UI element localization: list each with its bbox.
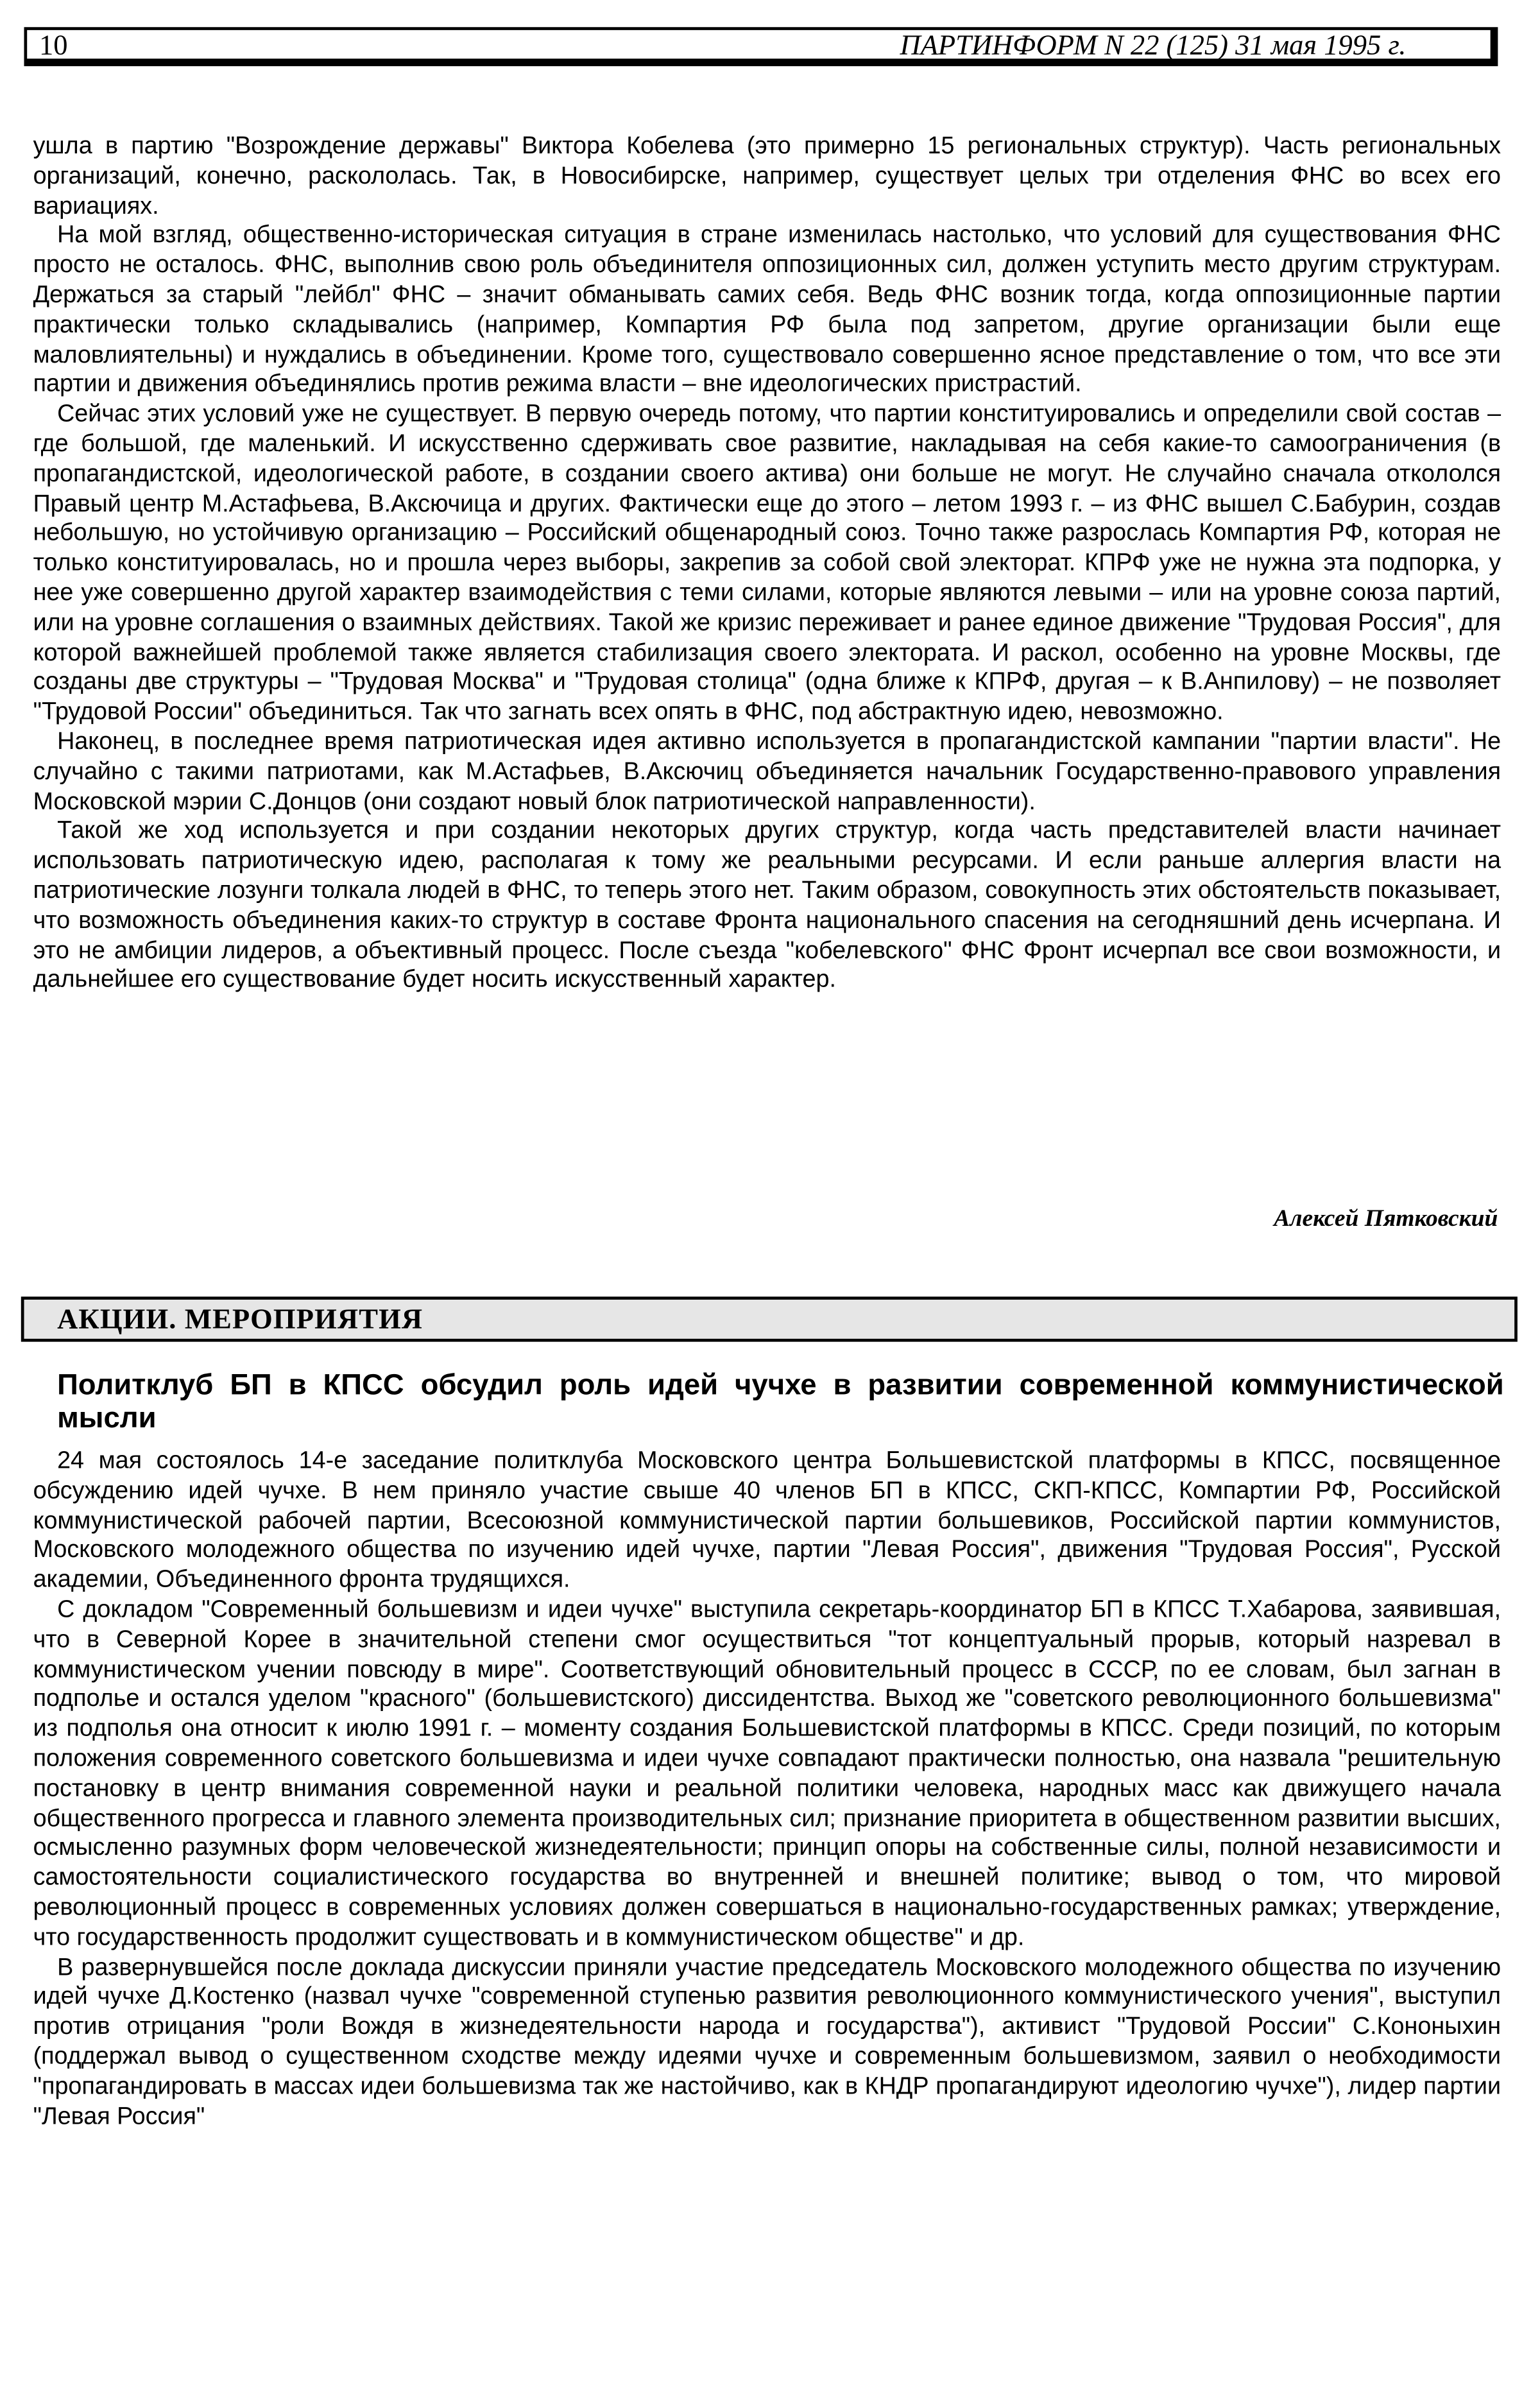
page-number: 10: [38, 30, 68, 62]
author-signature: Алексей Пятковский: [1274, 1206, 1498, 1232]
page-header: [24, 27, 1498, 66]
paragraph: В развернувшейся после доклада дискуссии приняли участие председатель Московского молодежного общества по изучению идей чучхе Д.Костенко (назвал чучхе "современной ступенью развития революционного коммунистического учения", выступил против отрицания "роли Вождя в жизнедеятельности народа и государства"), активист "Трудовой России" С.Кононыхин (поддержал вывод о существенном сходстве между идеями чучхе и современным большевизмом, заявил о необходимости "пропагандировать в массах идеи большевизма так же настойчиво, как в КНДР пропагандируют идеологию чучхе"), лидер партии "Левая Россия": [33, 1953, 1502, 2129]
article-title: Политклуб БП в КПСС обсудил роль идей чучхе в развитии современной коммунистической мысли: [57, 1368, 1504, 1435]
paragraph: 24 мая состоялось 14-е заседание политклуба Московского центра Большевистской платформы в КПСС, посвященное обсуждению идей чучхе. В нем приняло участие свыше 40 членов БП в КПСС, СКП-КПСС, Компартии РФ, Российской коммунистической рабочей партии, Всесоюзной коммунистической партии большевиков, Российской партии коммунистов, Московского молодежного общества по изучению идей чучхе, партии "Левая Россия", движения "Трудовая Россия", Русской академии, Объединенного фронта трудящихся.: [33, 1447, 1502, 1594]
paragraph: Такой же ход используется и при создании некоторых других структур, когда часть представителей власти начинает использовать патриотическую идею, располагая к тому же реальными ресурсами. И если раньше аллергия власти на патриотические лозунги толкала людей в ФНС, то теперь этого нет. Таким образом, совокупность этих обстоятельств показывает, что возможность объединения каких-то структур в составе Фронта национального спасения на сегодняшний день исчерпана. И это не амбиции лидеров, а объективный процесс. После съезда "кобелевского" ФНС Фронт исчерпал все свои возможности, и дальнейшее его существование будет носить искусственный характер.: [33, 817, 1502, 994]
paragraph: Сейчас этих условий уже не существует. В первую очередь потому, что партии конституировались и определили свой состав – где большой, где маленький. И искусственно сдерживать свое развитие, накладывая на себя какие-то самоограничения (в пропагандистской, идеологической работе, в создании своего актива) они больше не могут. Не случайно сначала откололся Правый центр М.Астафьева, В.Аксючица и других. Фактически еще до этого – летом 1993 г. – из ФНС вышел С.Бабурин, создав небольшую, но устойчивую организацию – Российский общенародный союз. Точно также разрослась Компартия РФ, которая не только конституировалась, но и прошла через выборы, закрепив за собой свой электорат. КПРФ уже не нужна эта подпорка, у нее уже совершенно другой характер взаимодействия с теми силами, которые являются левыми – или на уровне союза партий, или на уровне соглашения о взаимных действиях. Такой же кризис переживает и ранее единое движение "Трудовая Россия", для которой важнейшей проблемой также является стабилизация своего электората. И раскол, особенно на уровне Москвы, где созданы две структуры – "Трудовая Москва" и "Трудовая столица" (одна ближе к КПРФ, другая – к В.Анпилову) – не позволяет "Трудовой России" объединиться. Так что загнать всех опять в ФНС, под абстрактную идею, невозможно.: [33, 400, 1502, 726]
paragraph: На мой взгляд, общественно-историческая ситуация в стране изменилась настолько, что условий для существования ФНС просто не осталось. ФНС, выполнив свою роль объединителя оппозиционных сил, должен уступить место другим структурам. Держаться за старый "лейбл" ФНС – значит обманывать самих себя. Ведь ФНС возник тогда, когда оппозиционные партии практически только складывались (например, Компартия РФ была под запретом, другие организации были еще маловлиятельны) и нуждались в объединении. Кроме того, существовало совершенно ясное представление о том, что все эти партии и движения объединялись против режима власти – вне идеологических пристрастий.: [33, 221, 1502, 398]
paragraph: Наконец, в последнее время патриотическая идея активно используется в пропагандистской кампании "партии власти". Не случайно с такими патриотами, как М.Астафьев, В.Аксючиц объединяется начальник Государственно-правового управления Московской мэрии С.Донцов (они создают новый блок патриотической направленности).: [33, 728, 1502, 815]
paragraph: ушла в партию "Возрождение державы" Виктора Кобелева (это примерно 15 региональных структур). Часть региональных организаций, конечно, раскололась. Так, в Новосибирске, например, существует целых три отделения ФНС во всех его вариациях.: [33, 132, 1502, 219]
section-header: [21, 1296, 1518, 1341]
masthead: ПАРТИНФОРМ N 22 (125) 31 мая 1995 г.: [900, 30, 1407, 62]
section-title: АКЦИИ. МЕРОПРИЯТИЯ: [57, 1304, 424, 1336]
article-body: [33, 1447, 1502, 2132]
article-continuation: [33, 132, 1502, 996]
paragraph: С докладом "Современный большевизм и идеи чучхе" выступила секретарь-координатор БП в КПСС Т.Хабарова, заявившая, что в Северной Корее в значительной степени смог осуществиться "тот концептуальный прорыв, который назревал в коммунистическом учении повсюду в мире". Соответствующий обновительный процесс в СССР, по ее словам, был загнан в подполье и остался уделом "красного" (большевистского) диссидентства. Выход же "советского революционного большевизма" из подполья она относит к июлю 1991 г. – моменту создания Большевистской платформы в КПСС. Среди позиций, по которым положения современного советского большевизма и идеи чучхе совпадают практически полностью, она назвала "решительную постановку в центр внимания современной науки и реальной политики человека, народных масс как движущего начала общественного прогресса и главного элемента производительных сил; признание приоритета в общественном развитии высших, осмысленно разумных форм человеческой жизнедеятельности; принцип опоры на собственные силы, полной независимости и самостоятельности социалистического государства во внутренней и внешней политике; вывод о том, что мировой революционный процесс в современных условиях должен совершаться в национально-государственных рамках; утверждение, что государственность продолжит существовать и в коммунистическом обществе" и др.: [33, 1596, 1502, 1951]
